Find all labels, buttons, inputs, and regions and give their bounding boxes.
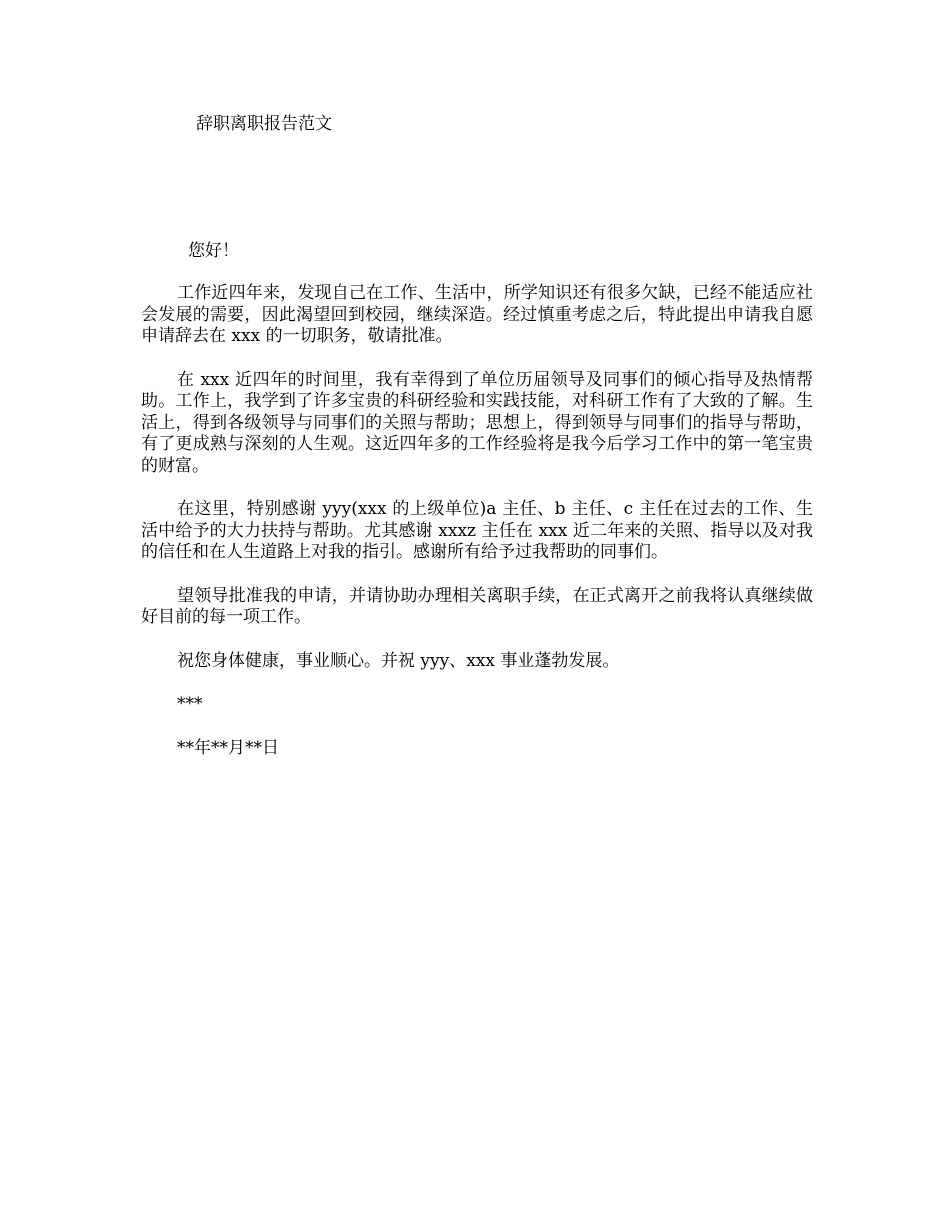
signature: *** <box>177 694 203 714</box>
paragraph-2: 在 xxx 近四年的时间里，我有幸得到了单位历届领导及同事们的倾心指导及热情帮助。工作上，我学到了许多宝贵的科研经验和实践技能，对科研工作有了大致的了解。生活上，得到各级领导与同事们的关照与帮助；思想上，得到领导与同事们的指导与帮助，有了更成熟与深刻的人生观。这近四年多的工作经验将是我今后学习工作中的第一笔宝贵的财富。 <box>141 369 813 476</box>
date-line: **年**月**日 <box>177 737 279 758</box>
paragraph-1: 工作近四年来，发现自己在工作、生活中，所学知识还有很多欠缺，已经不能适应社会发展的需要，因此渴望回到校园，继续深造。经过慎重考虑之后，特此提出申请我自愿申请辞去在 xxx 的一切职务，敬请批准。 <box>141 283 813 346</box>
salutation: 您好！ <box>188 241 239 261</box>
closing-line: 祝您身体健康，事业顺心。并祝 yyy、xxx 事业蓬勃发展。 <box>177 650 620 671</box>
paragraph-3: 在这里，特别感谢 yyy(xxx 的上级单位)a 主任、b 主任、c 主任在过去的工作、生活中给予的大力扶持与帮助。尤其感谢 xxxz 主任在 xxx 近二年来的关照、指导以及对我的信任和在人生道路上对我的指引。感谢所有给予过我帮助的同事们。 <box>141 499 813 562</box>
document-title: 辞职离职报告范文 <box>196 114 332 134</box>
document-body <box>141 283 813 781</box>
paragraph-4: 望领导批准我的申请，并请协助办理相关离职手续，在正式离开之前我将认真继续做好目前的每一项工作。 <box>141 585 813 627</box>
